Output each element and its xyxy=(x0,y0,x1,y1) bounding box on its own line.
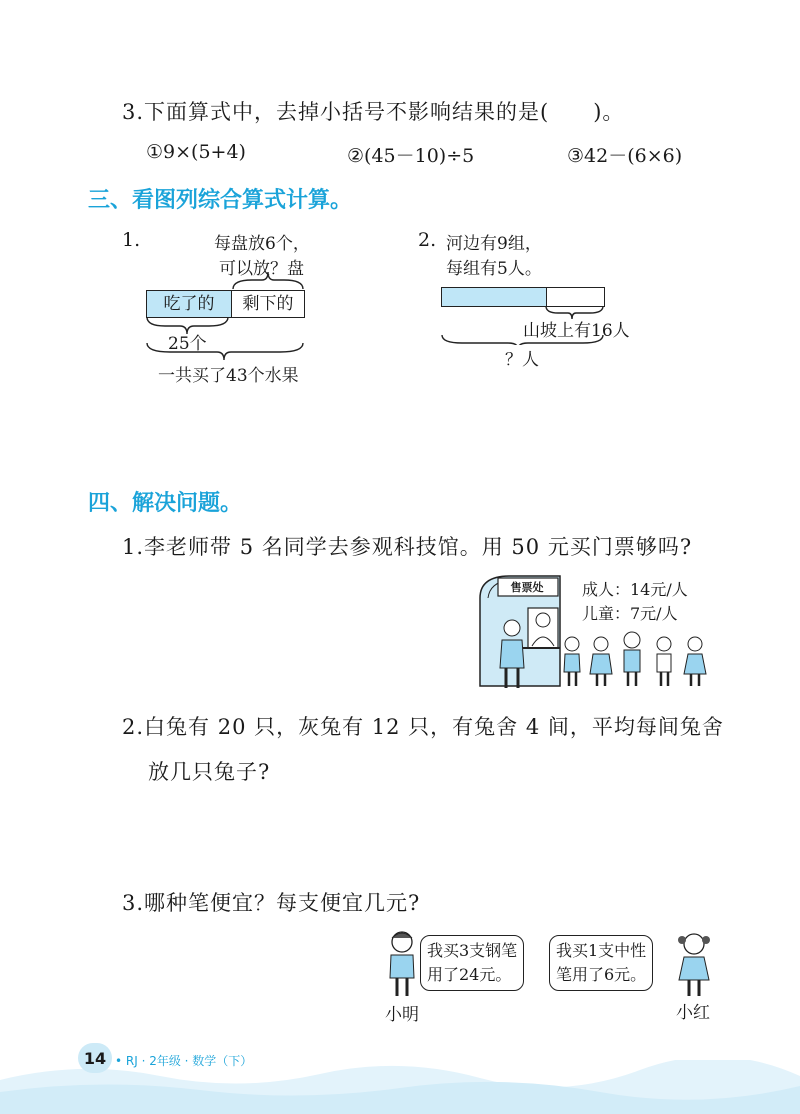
section-4-title: 四、解决问题。 xyxy=(88,491,243,516)
price-child: 儿童：7元/人 xyxy=(582,604,678,623)
question-3-text: 3.下面算式中，去掉小括号不影响结果的是( )。 xyxy=(122,100,625,124)
problem-1-top-line2: 可以放？盘 xyxy=(219,259,304,279)
problem-2-line1: 河边有9组， xyxy=(446,234,542,254)
option-1: ①9×(5+4) xyxy=(146,141,246,163)
xiaoming-bubble xyxy=(420,935,524,991)
problem-4-1-text: 1.李老师带 5 名同学去参观科技馆。用 50 元买门票够吗? xyxy=(122,535,693,559)
xiaohong-line1: 我买1支中性 xyxy=(556,941,647,960)
teacher-head xyxy=(504,620,520,636)
xiaoming-line1: 我买3支钢笔 xyxy=(427,941,518,960)
eaten-box xyxy=(146,290,232,318)
xiaoming-name: 小明 xyxy=(385,1005,419,1025)
children xyxy=(564,632,706,686)
remaining-box xyxy=(231,290,305,318)
teacher-body xyxy=(500,640,524,668)
top-brace xyxy=(233,272,303,289)
section-3-title: 三、看图列综合算式计算。 xyxy=(88,188,353,213)
problem-1-top-line1: 每盘放6个， xyxy=(214,234,310,254)
page-number: 14 xyxy=(78,1043,112,1073)
xiaohong-bubble xyxy=(549,935,653,991)
river-bar xyxy=(441,287,547,307)
total-fruit: 一共买了43个水果 xyxy=(158,366,299,386)
problem-4-2-line2: 放几只兔子? xyxy=(148,760,271,784)
price-adult: 成人：14元/人 xyxy=(582,580,688,599)
eaten-count: 25个 xyxy=(168,334,207,354)
xiaoming-figure xyxy=(384,928,420,1000)
xiaohong-line2: 笔用了6元。 xyxy=(556,965,647,984)
xiaoming-line2: 用了24元。 xyxy=(427,965,512,984)
problem-1-number: 1. xyxy=(122,229,141,251)
remaining-label: 剩下的 xyxy=(242,294,294,314)
problem-2-number: 2. xyxy=(418,229,437,251)
problem-4-3-text: 3.哪种笔便宜？每支便宜几元? xyxy=(122,891,421,915)
option-3: ③42－(6×6) xyxy=(567,145,683,167)
hill-bar xyxy=(546,287,605,307)
problem-4-2-line1: 2.白兔有 20 只，灰兔有 12 只，有兔舍 4 间，平均每间兔舍 xyxy=(122,715,724,739)
booth-sign: 售票处 xyxy=(510,581,544,594)
footer-info: • RJ · 2年级 · 数学（下） xyxy=(115,1054,253,1068)
eaten-label: 吃了的 xyxy=(163,294,215,314)
hill-people: 山坡上有16人 xyxy=(523,321,630,341)
total-people-question: ？人 xyxy=(505,350,539,370)
option-2: ②(45－10)÷5 xyxy=(347,145,475,167)
xiaohong-figure xyxy=(674,930,714,1000)
xiaohong-name: 小红 xyxy=(676,1003,710,1023)
problem-2-line2: 每组有5人。 xyxy=(446,259,542,279)
